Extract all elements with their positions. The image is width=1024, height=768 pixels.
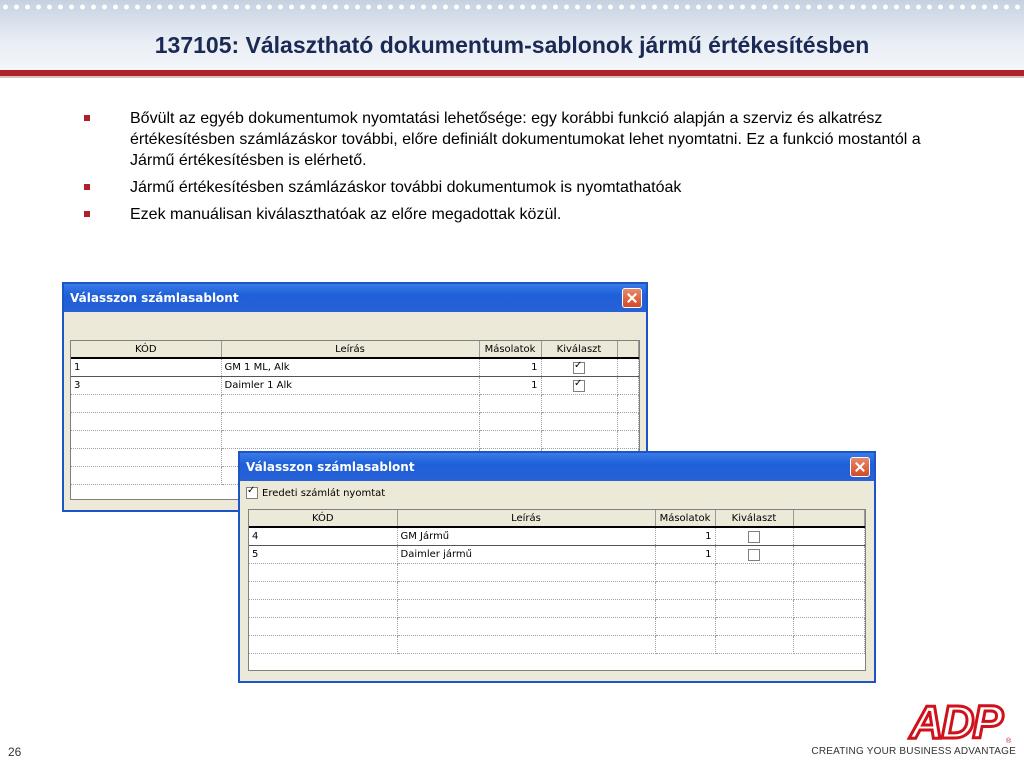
select-checkbox[interactable] — [748, 549, 760, 561]
select-checkbox[interactable] — [573, 362, 585, 374]
template-grid — [248, 509, 866, 671]
svg-text:®: ® — [1006, 738, 1012, 744]
empty-row — [71, 431, 639, 449]
cell-masolatok[interactable]: 1 — [655, 546, 715, 564]
original-invoice-label: Eredeti számlát nyomtat — [262, 488, 386, 499]
cell-leiras[interactable]: Daimler jármű — [397, 546, 655, 564]
close-icon[interactable] — [622, 288, 642, 308]
header-accent-shadow — [0, 76, 1024, 78]
cell-masolatok[interactable]: 1 — [655, 527, 715, 546]
cell-kod[interactable]: 1 — [71, 358, 221, 377]
empty-row — [249, 582, 865, 600]
empty-row — [71, 395, 639, 413]
cell-masolatok[interactable]: 1 — [479, 358, 541, 377]
table-row[interactable] — [249, 546, 865, 564]
cell-masolatok[interactable]: 1 — [479, 377, 541, 395]
company-slogan: CREATING YOUR BUSINESS ADVANTAGE — [811, 746, 1016, 757]
empty-row — [249, 636, 865, 654]
original-invoice-checkbox[interactable] — [246, 487, 258, 499]
dialog-titlebar — [64, 284, 646, 312]
header-dots — [0, 2, 1024, 12]
table-row[interactable] — [71, 377, 639, 395]
cell-kod[interactable]: 5 — [249, 546, 397, 564]
bullet-item — [84, 177, 964, 198]
bullet-text: Jármű értékesítésben számlázáskor további dokumentumok is nyomtathatóak — [130, 179, 682, 196]
column-header-leiras[interactable]: Leírás — [397, 510, 655, 527]
bullet-icon — [84, 115, 90, 121]
column-header-leiras[interactable]: Leírás — [221, 341, 479, 358]
slide-header — [0, 0, 1024, 70]
empty-row — [249, 618, 865, 636]
table-row[interactable] — [249, 527, 865, 546]
bullet-item — [84, 204, 964, 225]
dialog-window-2 — [238, 451, 876, 683]
column-header-empty — [793, 510, 865, 527]
column-header-masolatok[interactable]: Másolatok — [479, 341, 541, 358]
dialog-title: Válasszon számlasablont — [246, 460, 415, 474]
column-header-masolatok[interactable]: Másolatok — [655, 510, 715, 527]
cell-leiras[interactable]: GM Jármű — [397, 527, 655, 546]
empty-row — [71, 413, 639, 431]
bullet-icon — [84, 211, 90, 217]
column-header-kod[interactable]: KÓD — [71, 341, 221, 358]
page-number: 26 — [8, 745, 22, 759]
close-icon[interactable] — [850, 457, 870, 477]
dialog-titlebar — [240, 453, 874, 481]
select-checkbox[interactable] — [748, 531, 760, 543]
bullet-text: Bővült az egyéb dokumentumok nyomtatási lehetősége: egy korábbi funkció alapján a szerviz és alkatrész értékesítésben számlázáskor további, előre definiált dokumentumokat lehet nyomtatni. Ez a funkció mostantól a Jármű értékesítésben is elérhető. — [130, 110, 921, 169]
cell-leiras[interactable]: Daimler 1 Alk — [221, 377, 479, 395]
bullet-icon — [84, 184, 90, 190]
column-header-kivalaszt[interactable]: Kiválaszt — [715, 510, 793, 527]
cell-kod[interactable]: 3 — [71, 377, 221, 395]
original-invoice-option[interactable] — [246, 487, 385, 499]
slide-title: 137105: Választható dokumentum-sablonok jármű értékesítésben — [154, 32, 870, 58]
bullet-list — [84, 108, 964, 231]
bullet-text: Ezek manuálisan kiválaszthatóak az előre megadottak közül. — [130, 206, 562, 223]
adp-logo-icon — [906, 694, 1016, 744]
cell-leiras[interactable]: GM 1 ML, Alk — [221, 358, 479, 377]
table-row[interactable] — [71, 358, 639, 377]
logo-text: ADP — [910, 696, 1002, 744]
select-checkbox[interactable] — [573, 380, 585, 392]
empty-row — [249, 564, 865, 582]
dialog-title: Válasszon számlasablont — [70, 291, 239, 305]
column-header-empty — [617, 341, 639, 358]
column-header-kod[interactable]: KÓD — [249, 510, 397, 527]
empty-row — [249, 600, 865, 618]
bullet-item — [84, 108, 964, 171]
cell-kod[interactable]: 4 — [249, 527, 397, 546]
column-header-kivalaszt[interactable]: Kiválaszt — [541, 341, 617, 358]
